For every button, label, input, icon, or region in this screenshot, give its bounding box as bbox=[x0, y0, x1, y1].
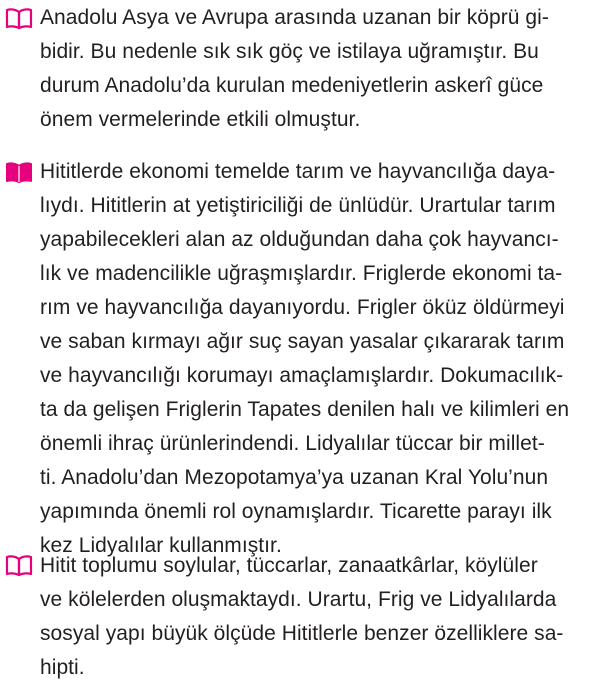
text-line: kez Lidyalılar kullanmıştır. bbox=[40, 534, 282, 557]
text-line: ti. Anadolu’dan Mezopotamya’ya uzanan Kral Yolu’nun bbox=[40, 466, 549, 489]
text-line: önem vermelerinde etkili olmuştur. bbox=[40, 108, 361, 131]
open-book-filled-icon bbox=[4, 161, 34, 185]
text-line: rım ve hayvancılığa dayanıyordu. Frigler öküz öldürmeyi bbox=[40, 296, 565, 319]
text-line: ve hayvancılığı korumayı amaçlamışlardır. Dokumacılık- bbox=[40, 364, 564, 387]
text-line: sosyal yapı büyük ölçüde Hititlerle benzer özelliklere sa- bbox=[40, 622, 564, 645]
text-line: bidir. Bu nedenle sık sık göç ve istilaya uğramıştır. Bu bbox=[40, 40, 539, 63]
text-line: ve saban kırmayı ağır suç sayan yasalar çıkararak tarım bbox=[40, 330, 565, 353]
text-line: Hititlerde ekonomi temelde tarım ve hayvancılığa daya- bbox=[40, 160, 556, 183]
text-line: önemli ihraç ürünlerindendi. Lidyalılar tüccar bir millet- bbox=[40, 432, 545, 455]
text-line: hipti. bbox=[40, 656, 85, 679]
text-line: Hitit toplumu soylular, tüccarlar, zanaatkârlar, köylüler bbox=[40, 554, 538, 577]
text-line: yapımında önemli rol oynamışlardır. Ticarette parayı ilk bbox=[40, 500, 552, 523]
text-line: Anadolu Asya ve Avrupa arasında uzanan bir köprü gi- bbox=[40, 6, 549, 29]
text-line: lık ve madencilikle uğraşmışlardır. Friglerde ekonomi ta- bbox=[40, 262, 563, 285]
text-line: ve kölelerden oluşmaktaydı. Urartu, Frig ve Lidyalılarda bbox=[40, 588, 557, 611]
open-book-outline-icon bbox=[4, 7, 34, 31]
text-line: durum Anadolu’da kurulan medeniyetlerin askerî güce bbox=[40, 74, 544, 97]
text-line: lıydı. Hititlerin at yetiştiriciliği de ünlüdür. Urartular tarım bbox=[40, 194, 556, 217]
text-line: ta da gelişen Friglerin Tapates denilen halı ve kilimleri en bbox=[40, 398, 570, 421]
text-line: yapabilecekleri alan az olduğundan daha çok hayvancı- bbox=[40, 228, 559, 251]
open-book-outline-icon bbox=[4, 554, 34, 578]
